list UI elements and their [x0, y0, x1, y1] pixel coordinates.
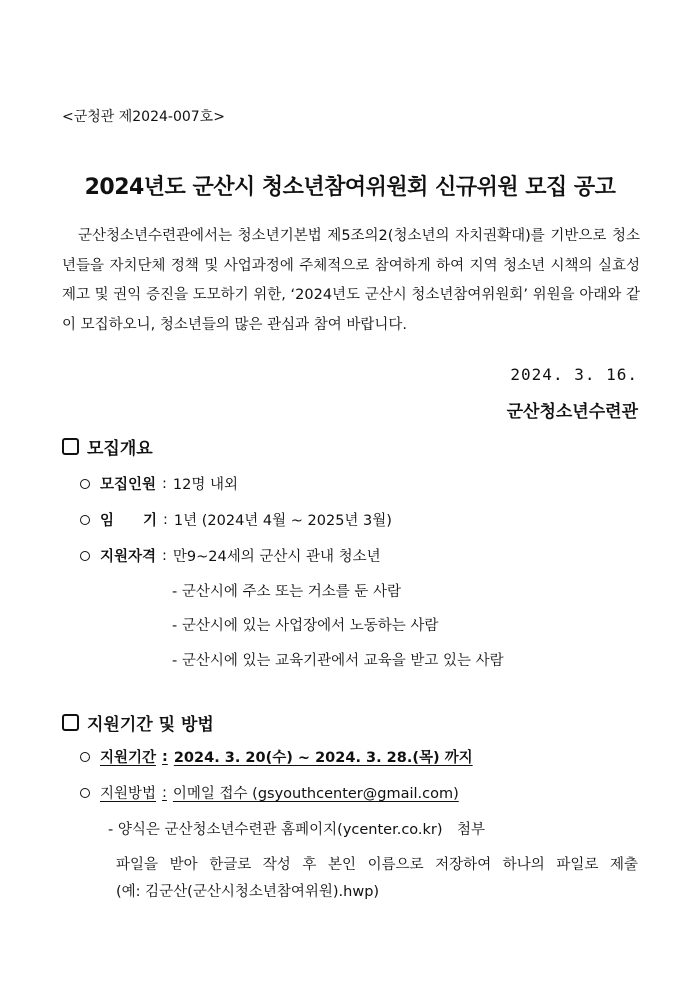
eligibility-criterion: - 군산시에 있는 사업장에서 노동하는 사람 — [172, 618, 439, 634]
intro-text: 군산청소년수련관에서는 청소년기본법 제5조의2(청소년의 자치권확대)를 기반으로 청소년들을 자치단체 정책 및 사업과정에 주체적으로 참여하게 하여 지역 청소년 시책의 실효성 제고 및 권익 증진을 도모하기 위한, ‘2024년도 군산시 청소년참여위원회’ 위원을 아래와 같이 모집하오니, 청소년들의 많은 관심과 참여 바랍니다. — [62, 228, 640, 333]
circle-bullet-icon — [80, 515, 90, 525]
section-application-heading — [62, 710, 214, 735]
colon-separator: : — [162, 748, 168, 765]
item-value: 12명 내외 — [172, 477, 239, 493]
form-note-line: - 양식은 군산청소년수련관 홈페이지(ycenter.co.kr) 첨부 — [108, 822, 486, 838]
item-label: 임 기 — [100, 513, 158, 529]
document-number: <군청관 제2024-007호> — [62, 109, 225, 125]
item-label: 모집인원 — [100, 477, 157, 493]
checkbox-square-icon — [62, 438, 79, 455]
circle-bullet-icon — [80, 788, 90, 798]
overview-item-eligibility — [80, 545, 381, 566]
method-label: 지원방법 — [100, 786, 157, 802]
colon-separator: : — [162, 547, 167, 564]
section-overview-title: 모집개요 — [87, 439, 153, 459]
circle-bullet-icon — [80, 479, 90, 489]
eligibility-criterion: - 군산시에 주소 또는 거소를 둔 사람 — [172, 584, 401, 600]
overview-item-term — [80, 509, 392, 530]
colon-separator: : — [163, 511, 168, 528]
form-note-example: (예: 김군산(군산시청소년참여위원).hwp) — [116, 884, 380, 900]
colon-separator: : — [162, 784, 167, 801]
checkbox-square-icon — [62, 714, 79, 731]
circle-bullet-icon — [80, 752, 90, 762]
application-method — [80, 782, 459, 803]
announcement-date: 2024. 3. 16. — [510, 365, 638, 384]
colon-separator: : — [162, 475, 167, 492]
method-value: 이메일 접수 (gsyouthcenter@gmail.com) — [172, 786, 459, 802]
item-value: 1년 (2024년 4월 ~ 2025년 3월) — [173, 513, 392, 529]
application-period — [80, 746, 473, 767]
organization-name: 군산청소년수련관 — [506, 402, 638, 422]
form-note-line: 파일을 받아 한글로 작성 후 본인 이름으로 저장하여 하나의 파일로 제출 — [116, 857, 638, 873]
section-overview-heading — [62, 434, 153, 459]
section-application-title: 지원기간 및 방법 — [87, 715, 214, 735]
eligibility-criterion: - 군산시에 있는 교육기관에서 교육을 받고 있는 사람 — [172, 653, 504, 669]
period-value: 2024. 3. 20(수) ~ 2024. 3. 28.(목) 까지 — [173, 750, 473, 766]
item-value: 만9~24세의 군산시 관내 청소년 — [172, 549, 381, 565]
overview-item-recruits — [80, 473, 238, 494]
item-label: 지원자격 — [100, 549, 157, 565]
page-title: 2024년도 군산시 청소년참여위원회 신규위원 모집 공고 — [84, 175, 616, 200]
circle-bullet-icon — [80, 551, 90, 561]
period-label: 지원기간 — [100, 750, 157, 766]
intro-paragraph — [62, 222, 640, 340]
